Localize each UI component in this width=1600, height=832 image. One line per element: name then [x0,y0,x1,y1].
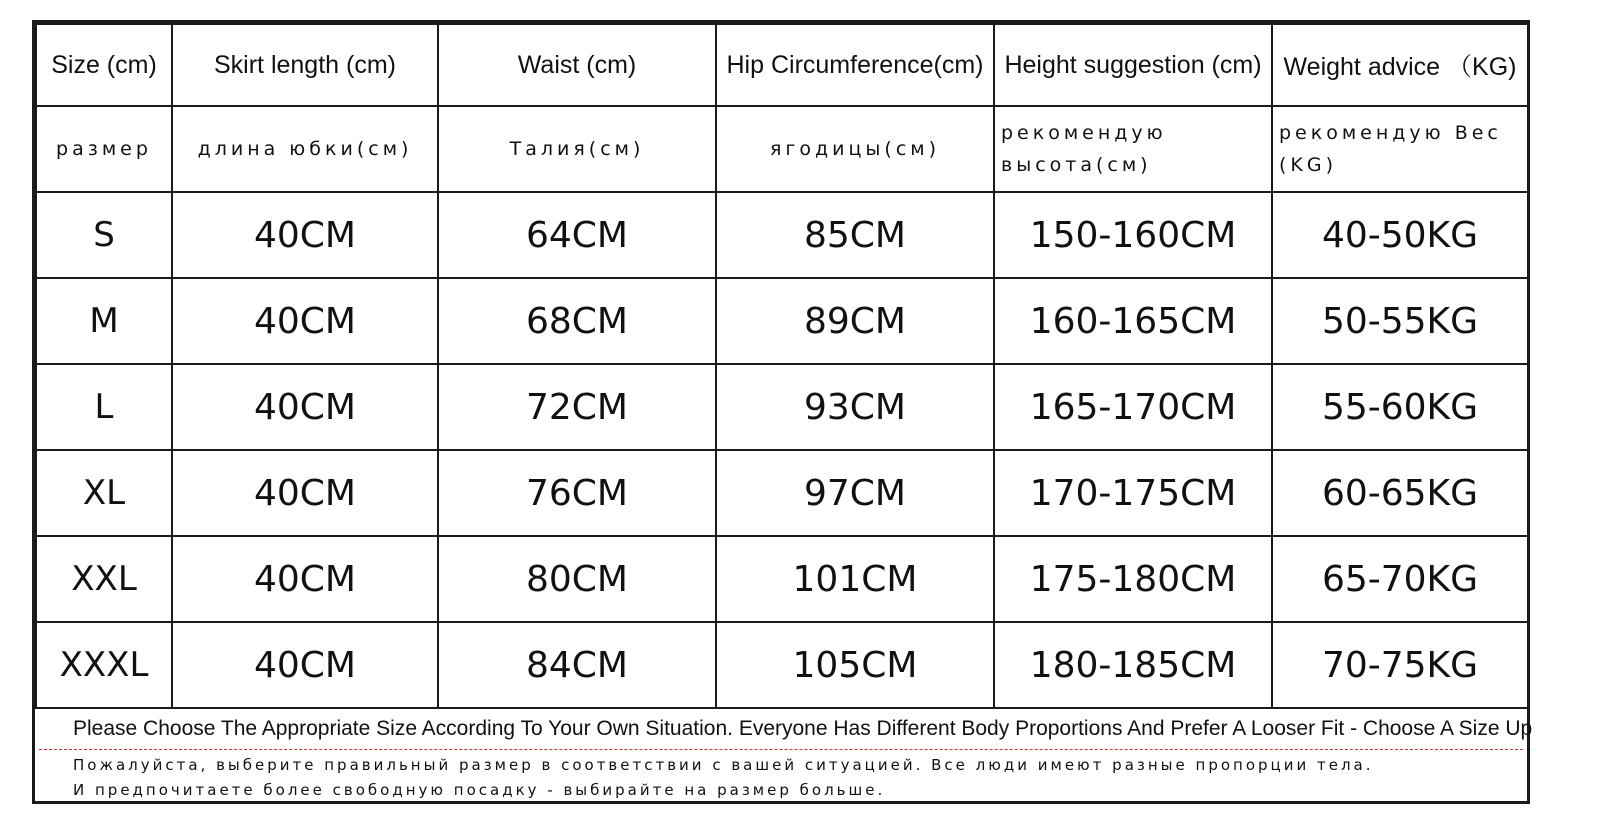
table-row [36,536,1528,622]
size-table [35,23,1529,709]
header-height-ru: рекомендую высота(см) [994,106,1272,192]
waist-cell: 76CM [438,450,716,536]
size-cell: M [36,278,172,364]
waist-cell: 80CM [438,536,716,622]
height-cell: 160-165CM [994,278,1272,364]
note-russian-line-1: Пожалуйста, выберите правильный размер в соответствии с вашей ситуацией. Все люди имеют разные пропорции тела. [73,756,1374,774]
height-cell: 165-170CM [994,364,1272,450]
header-waist-ru: Талия(см) [438,106,716,192]
skirt-length-cell: 40CM [172,278,438,364]
note-russian-line-2: И предпочитаете более свободную посадку - выбирайте на размер больше. [73,781,886,799]
size-cell: XXL [36,536,172,622]
note-english: Please Choose The Appropriate Size According To Your Own Situation. Everyone Has Different Body Proportions And Prefer A Looser Fit - Choose A Size Up [73,717,1533,740]
weight-cell: 50-55KG [1272,278,1528,364]
size-cell: XL [36,450,172,536]
table-row [36,450,1528,536]
height-cell: 170-175CM [994,450,1272,536]
hip-cell: 89CM [716,278,994,364]
skirt-length-cell: 40CM [172,450,438,536]
hip-cell: 85CM [716,192,994,278]
hip-cell: 101CM [716,536,994,622]
header-row-russian [36,106,1528,192]
hip-cell: 105CM [716,622,994,708]
header-skirt-length-ru: длина юбки(см) [172,106,438,192]
header-row-english [36,24,1528,106]
waist-cell: 72CM [438,364,716,450]
dashed-divider [39,749,1523,750]
skirt-length-cell: 40CM [172,192,438,278]
notes-section [35,711,1533,801]
header-size: Size (cm) [36,24,172,106]
header-hip-ru: ягодицы(см) [716,106,994,192]
waist-cell: 84CM [438,622,716,708]
header-size-ru: размер [36,106,172,192]
header-waist: Waist (cm) [438,24,716,106]
weight-cell: 60-65KG [1272,450,1528,536]
hip-cell: 93CM [716,364,994,450]
weight-cell: 70-75KG [1272,622,1528,708]
waist-cell: 68CM [438,278,716,364]
weight-cell: 65-70KG [1272,536,1528,622]
header-weight: Weight advice （KG) [1272,24,1528,106]
skirt-length-cell: 40CM [172,622,438,708]
table-row [36,364,1528,450]
table-row [36,278,1528,364]
size-cell: XXXL [36,622,172,708]
skirt-length-cell: 40CM [172,536,438,622]
skirt-length-cell: 40CM [172,364,438,450]
header-skirt-length: Skirt length (cm) [172,24,438,106]
header-height: Height suggestion (cm) [994,24,1272,106]
table-row [36,622,1528,708]
height-cell: 175-180CM [994,536,1272,622]
hip-cell: 97CM [716,450,994,536]
height-cell: 150-160CM [994,192,1272,278]
weight-cell: 55-60KG [1272,364,1528,450]
header-weight-ru: рекомендую Вес (KG) [1272,106,1528,192]
waist-cell: 64CM [438,192,716,278]
size-cell: S [36,192,172,278]
size-cell: L [36,364,172,450]
weight-cell: 40-50KG [1272,192,1528,278]
size-chart [32,20,1533,804]
height-cell: 180-185CM [994,622,1272,708]
table-row [36,192,1528,278]
header-hip: Hip Circumference(cm) [716,24,994,106]
